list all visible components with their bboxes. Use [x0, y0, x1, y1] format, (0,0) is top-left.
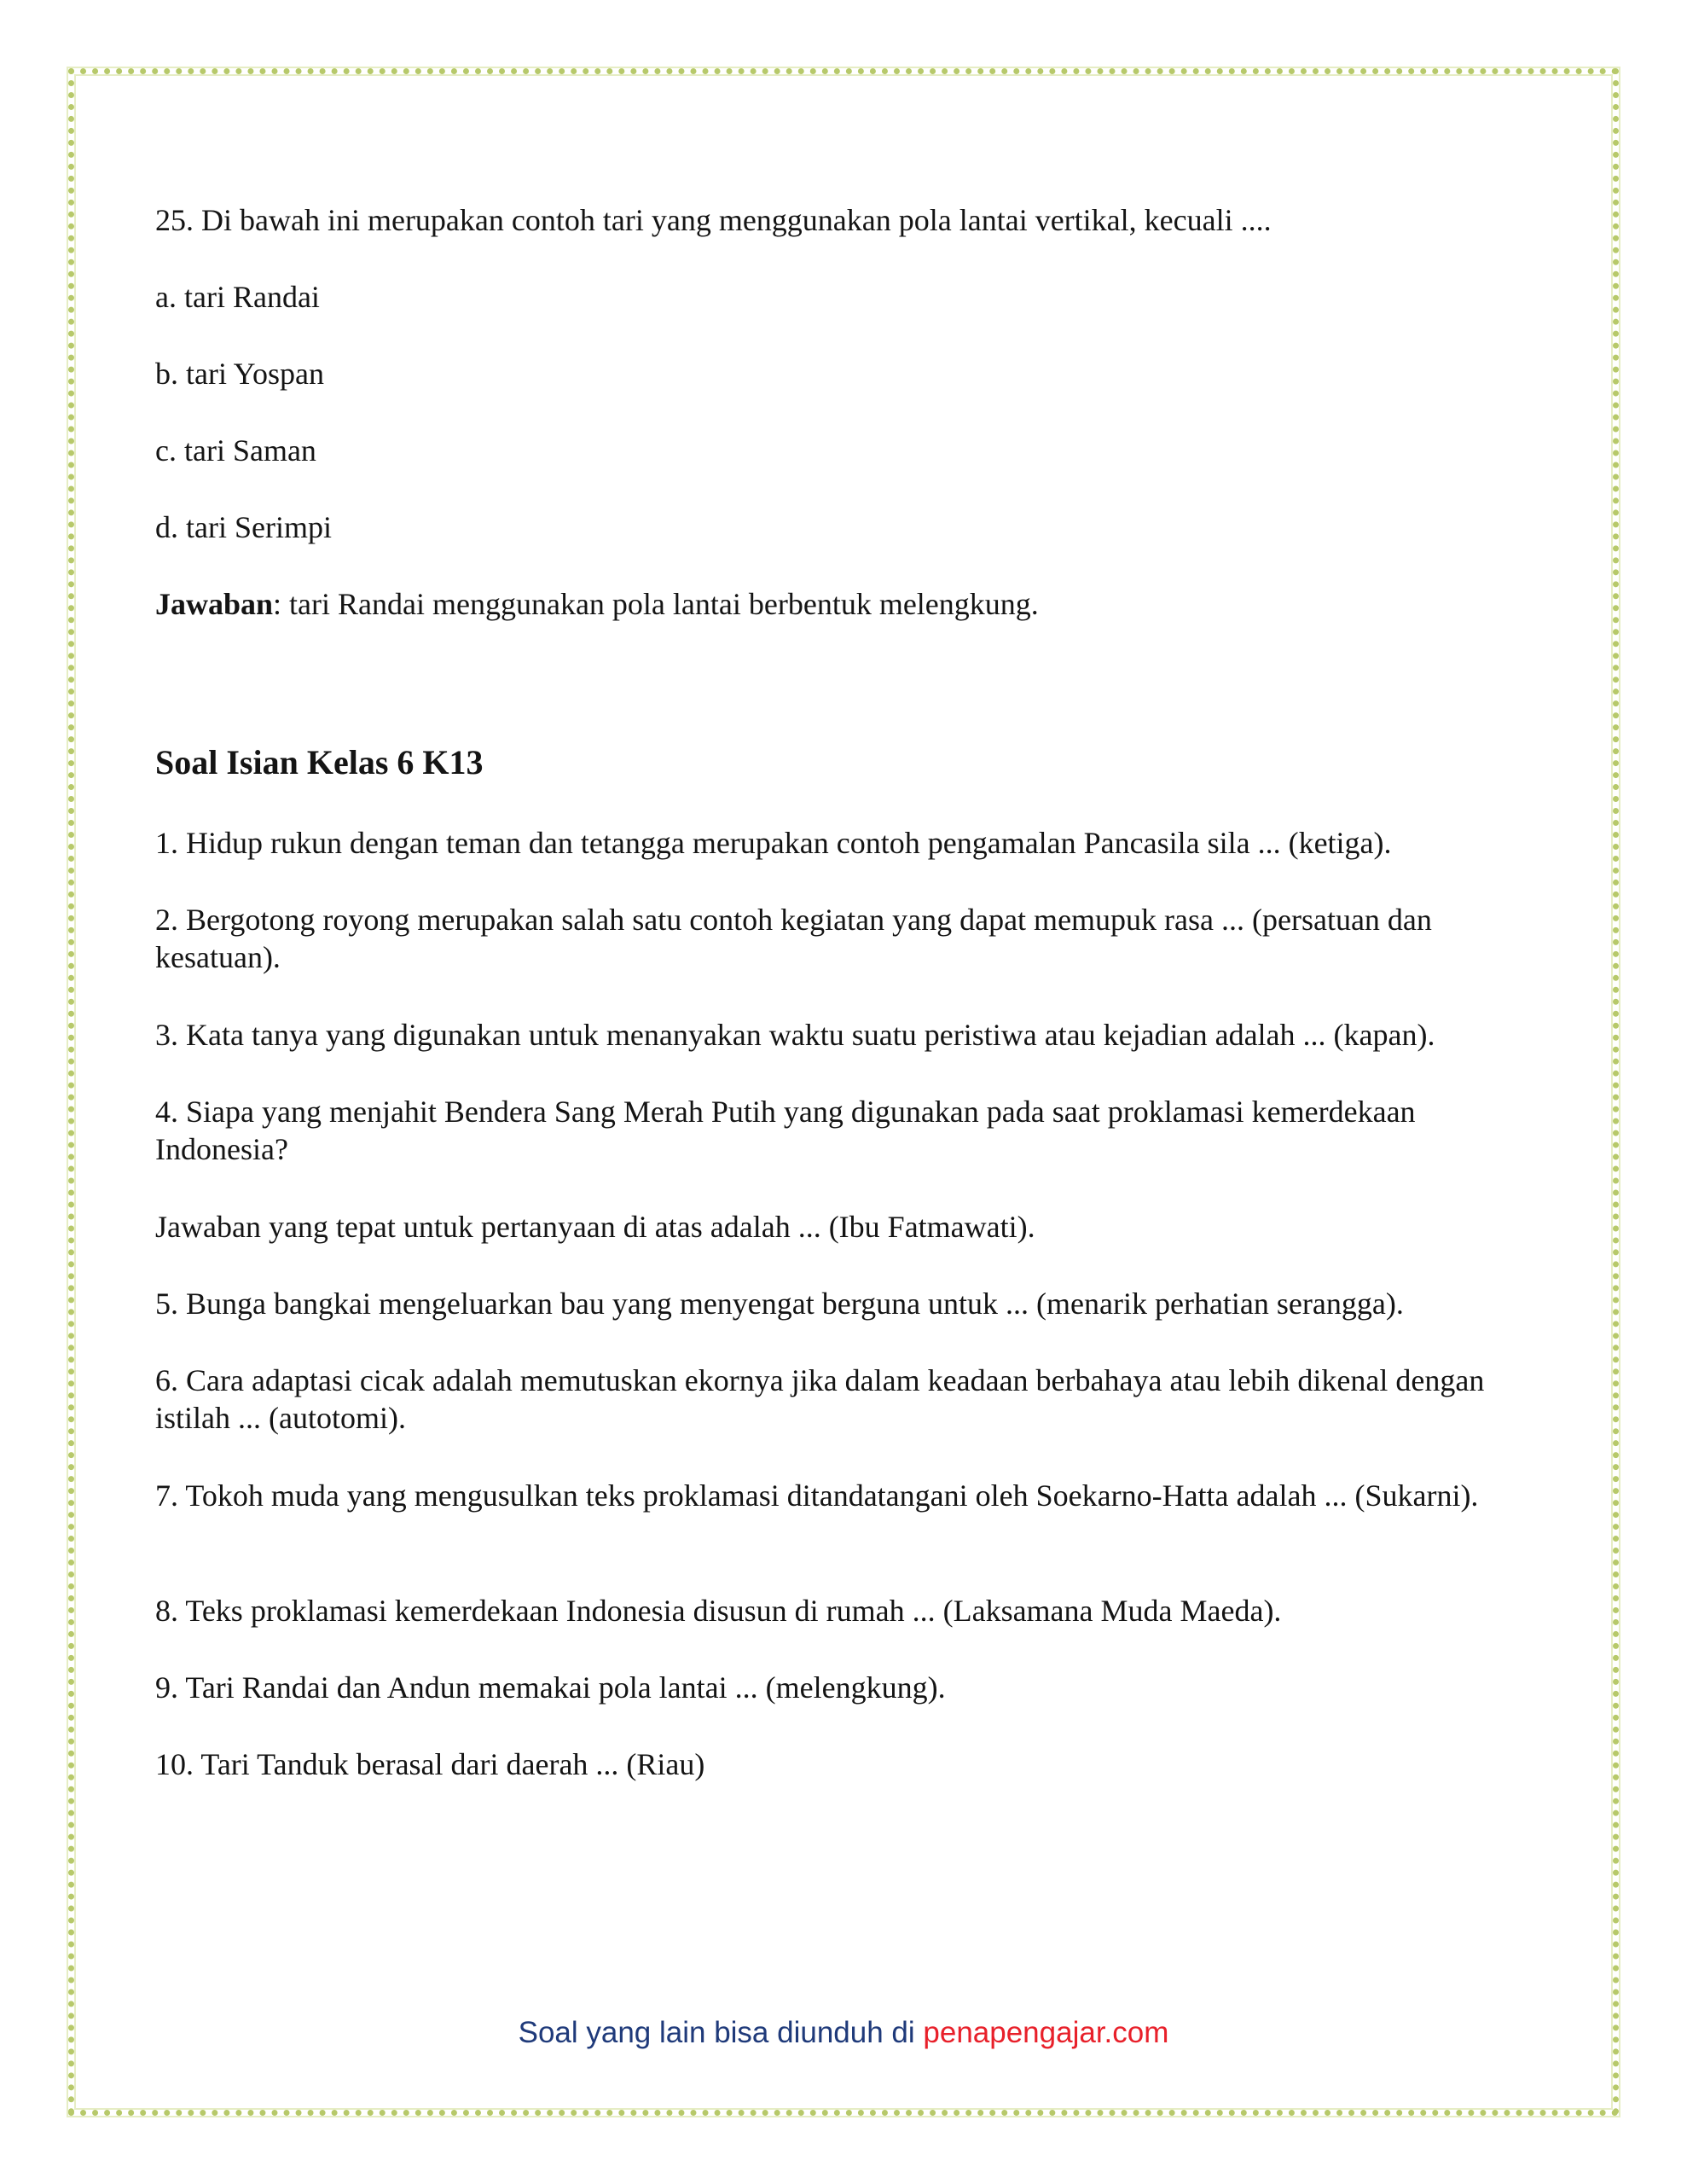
- footer: [0, 2014, 1687, 2052]
- isian-item-2: 2. Bergotong royong merupakan salah satu contoh kegiatan yang dapat memupuk rasa ... (persatuan dan kesatuan).: [155, 903, 1432, 974]
- isian-item-6: 6. Cara adaptasi cicak adalah memutuskan ekornya jika dalam keadaan berbahaya atau lebih dikenal dengan istilah ... (autotomi).: [155, 1363, 1485, 1435]
- option-b: b. tari Yospan: [155, 357, 325, 391]
- option-a: a. tari Randai: [155, 280, 320, 314]
- footer-site-link[interactable]: penapengajar.com: [923, 2016, 1169, 2049]
- isian-item-1: 1. Hidup rukun dengan teman dan tetangga merupakan contoh pengamalan Pancasila sila ... (ketiga).: [155, 826, 1392, 860]
- isian-item-4-answer: Jawaban yang tepat untuk pertanyaan di atas adalah ... (Ibu Fatmawati).: [155, 1210, 1035, 1244]
- answer-25: [155, 585, 1554, 623]
- isian-item-3: 3. Kata tanya yang digunakan untuk menanyakan waktu suatu peristiwa atau kejadian adalah ... (kapan).: [155, 1018, 1435, 1052]
- isian-item-10: 10. Tari Tanduk berasal dari daerah ... (Riau): [155, 1747, 705, 1781]
- option-d: d. tari Serimpi: [155, 510, 332, 544]
- isian-item-9: 9. Tari Randai dan Andun memakai pola lantai ... (melengkung).: [155, 1670, 946, 1705]
- section-heading: Soal Isian Kelas 6 K13: [155, 743, 484, 781]
- question-25-text: 25. Di bawah ini merupakan contoh tari yang menggunakan pola lantai vertikal, kecuali ....: [155, 203, 1272, 237]
- footer-lead-text: Soal yang lain bisa diunduh di: [518, 2016, 924, 2049]
- answer-label: Jawaban: [155, 587, 274, 621]
- isian-item-7: 7. Tokoh muda yang mengusulkan teks proklamasi ditandatangani oleh Soekarno-Hatta adalah ... (Sukarni).: [155, 1478, 1479, 1513]
- answer-text: : tari Randai menggunakan pola lantai berbentuk melengkung.: [273, 587, 1039, 621]
- isian-item-4: 4. Siapa yang menjahit Bendera Sang Merah Putih yang digunakan pada saat proklamasi kemerdekaan Indonesia?: [155, 1095, 1416, 1166]
- isian-item-8: 8. Teks proklamasi kemerdekaan Indonesia disusun di rumah ... (Laksamana Muda Maeda).: [155, 1594, 1282, 1628]
- option-c: c. tari Saman: [155, 433, 316, 468]
- isian-item-5: 5. Bunga bangkai mengeluarkan bau yang menyengat berguna untuk ... (menarik perhatian serangga).: [155, 1287, 1404, 1321]
